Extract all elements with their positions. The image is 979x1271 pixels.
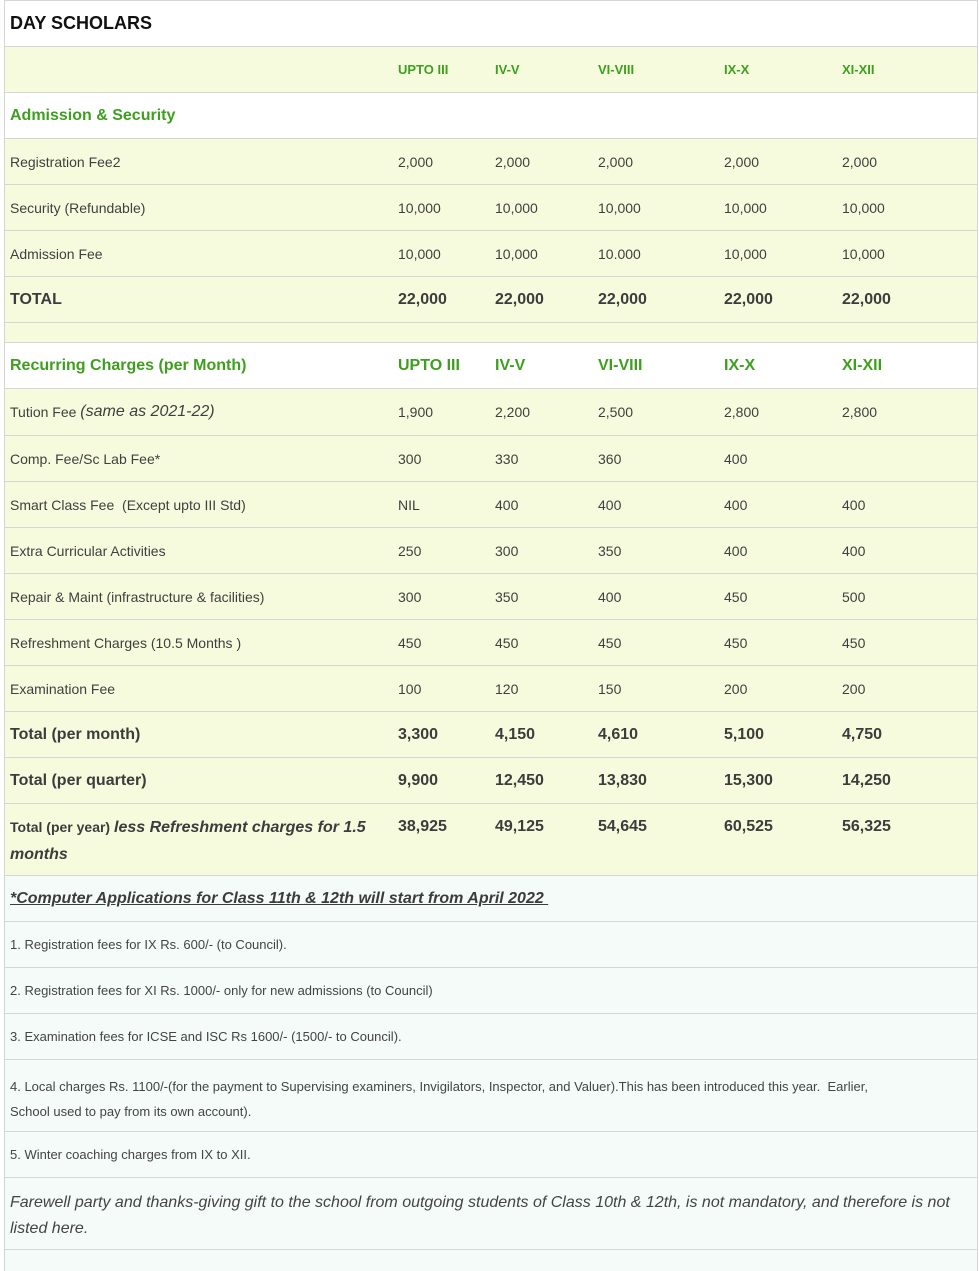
cell-value: 10,000 bbox=[598, 199, 641, 216]
notes-row bbox=[5, 875, 977, 921]
notes-row bbox=[5, 1177, 977, 1249]
table-row bbox=[5, 481, 977, 527]
cell-value: 400 bbox=[842, 496, 866, 513]
row-label: Security (Refundable) bbox=[10, 199, 146, 216]
table-row bbox=[5, 619, 977, 665]
header-xi-xii: XI-XII bbox=[842, 62, 875, 77]
total-value: 4,750 bbox=[842, 725, 883, 743]
total-label: Total (per month) bbox=[10, 725, 141, 743]
table-row bbox=[5, 184, 977, 230]
cell-value: 10,000 bbox=[842, 199, 885, 216]
cell-value: 400 bbox=[598, 496, 622, 513]
cell-value: NIL bbox=[398, 496, 420, 513]
total-value: 60,525 bbox=[724, 818, 773, 835]
cell-value: 2,800 bbox=[842, 404, 878, 420]
cell-value: 330 bbox=[495, 450, 519, 467]
header-iv-v: IV-V bbox=[495, 356, 526, 374]
cell-value: 250 bbox=[398, 542, 422, 559]
cell-value: 350 bbox=[495, 588, 519, 605]
total-value: 5,100 bbox=[724, 725, 765, 743]
total-row bbox=[5, 711, 977, 757]
header-iv-v: IV-V bbox=[495, 62, 520, 77]
spacer-row bbox=[5, 322, 977, 342]
cell-value: 200 bbox=[724, 680, 748, 697]
table-row bbox=[5, 230, 977, 276]
cell-value: 10,000 bbox=[842, 245, 885, 262]
row-label bbox=[10, 389, 385, 435]
cell-value: 2,000 bbox=[842, 153, 878, 170]
cell-value: 120 bbox=[495, 680, 519, 697]
table-row bbox=[5, 527, 977, 573]
cell-value: 2,800 bbox=[724, 404, 760, 420]
total-year-label-b: less Refreshment charges for 1.5 bbox=[114, 819, 366, 836]
total-value: 13,830 bbox=[598, 771, 647, 789]
cell-value: 400 bbox=[724, 542, 748, 559]
cell-value: 200 bbox=[842, 680, 866, 697]
note-3: 3. Examination fees for ICSE and ISC Rs 1600/- (1500/- to Council). bbox=[10, 1029, 402, 1044]
cell-value: 2,000 bbox=[598, 153, 634, 170]
header-ix-x: IX-X bbox=[724, 62, 750, 77]
total-value: 4,150 bbox=[495, 725, 536, 743]
cell-value: 450 bbox=[598, 634, 622, 651]
cell-value: 10,000 bbox=[398, 199, 441, 216]
farewell-line-1: Farewell party and thanks-giving gift to the school from outgoing students of Class 10th & 12th, is not mandatory, and therefore is not bbox=[10, 1194, 950, 1211]
cell-value: 300 bbox=[398, 588, 422, 605]
cell-value: 10,000 bbox=[495, 245, 538, 262]
header-ix-x: IX-X bbox=[724, 356, 756, 374]
table-row bbox=[5, 388, 977, 435]
row-label: Examination Fee bbox=[10, 680, 116, 697]
total-value: 22,000 bbox=[598, 290, 647, 308]
cell-value: 10.000 bbox=[598, 245, 641, 262]
notes-row bbox=[5, 1013, 977, 1059]
tution-note: (same as 2021-22) bbox=[80, 403, 215, 420]
total-value: 3,300 bbox=[398, 725, 439, 743]
total-year-label bbox=[10, 804, 385, 885]
recurring-heading: Recurring Charges (per Month) bbox=[10, 356, 247, 374]
row-label: Refreshment Charges (10.5 Months ) bbox=[10, 634, 242, 651]
page-title: DAY SCHOLARS bbox=[10, 13, 153, 33]
total-row bbox=[5, 803, 977, 875]
cell-value: 1,900 bbox=[398, 404, 434, 420]
note-4-line-2: School used to pay from its own account). bbox=[10, 1104, 252, 1119]
header-vi-viii: VI-VIII bbox=[598, 62, 635, 77]
total-value: 22,000 bbox=[842, 290, 891, 308]
cell-value: 2,000 bbox=[398, 153, 434, 170]
cell-value: 400 bbox=[724, 496, 748, 513]
notes-row bbox=[5, 921, 977, 967]
cell-value: 400 bbox=[842, 542, 866, 559]
row-label: Registration Fee2 bbox=[10, 153, 121, 170]
admission-heading: Admission & Security bbox=[10, 106, 176, 124]
cell-value: 450 bbox=[495, 634, 519, 651]
total-year-label-c: months bbox=[10, 846, 68, 863]
table-row bbox=[5, 573, 977, 619]
total-value: 14,250 bbox=[842, 771, 891, 789]
cell-value: 2,500 bbox=[598, 404, 634, 420]
table-row bbox=[5, 138, 977, 184]
total-year-label-a: Total (per year) bbox=[10, 819, 111, 835]
title-row bbox=[5, 0, 977, 46]
cell-value: 300 bbox=[398, 450, 422, 467]
notes-row bbox=[5, 967, 977, 1013]
table-row bbox=[5, 665, 977, 711]
cell-value bbox=[842, 436, 962, 481]
cell-value: 100 bbox=[398, 680, 422, 697]
total-row bbox=[5, 757, 977, 803]
total-value: 49,125 bbox=[495, 818, 544, 835]
computer-note: *Computer Applications for Class 11th & 12th will start from April 2022 bbox=[10, 889, 549, 907]
note-2: 2. Registration fees for XI Rs. 1000/- only for new admissions (to Council) bbox=[10, 983, 433, 998]
cell-value: 10,000 bbox=[724, 245, 767, 262]
fee-table bbox=[4, 0, 978, 1271]
total-value: 4,610 bbox=[598, 725, 639, 743]
cell-value: 2,000 bbox=[724, 153, 760, 170]
cell-value: 500 bbox=[842, 588, 866, 605]
row-label: Comp. Fee/Sc Lab Fee* bbox=[10, 450, 161, 467]
row-label: Smart Class Fee (Except upto III Std) bbox=[10, 496, 246, 513]
cell-value: 450 bbox=[724, 588, 748, 605]
note-4-line-1: 4. Local charges Rs. 1100/-(for the payment to Supervising examiners, Invigilators, Inspector, and Valuer).This has been introduced this year. Earlier, bbox=[10, 1079, 868, 1094]
cell-value: 300 bbox=[495, 542, 519, 559]
spacer-row bbox=[5, 1249, 977, 1271]
header-upto-iii: UPTO III bbox=[398, 356, 460, 374]
farewell-line-2: listed here. bbox=[10, 1220, 89, 1237]
row-label: Extra Curricular Activities bbox=[10, 542, 166, 559]
cell-value: 10,000 bbox=[724, 199, 767, 216]
note-1: 1. Registration fees for IX Rs. 600/- (to Council). bbox=[10, 937, 287, 952]
total-value: 15,300 bbox=[724, 771, 773, 789]
cell-value: 10,000 bbox=[398, 245, 441, 262]
total-value: 9,900 bbox=[398, 771, 439, 789]
cell-value: 450 bbox=[842, 634, 866, 651]
total-value: 38,925 bbox=[398, 818, 447, 835]
cell-value: 150 bbox=[598, 680, 622, 697]
total-value: 12,450 bbox=[495, 771, 544, 789]
total-value: 54,645 bbox=[598, 818, 647, 835]
admission-heading-row bbox=[5, 92, 977, 138]
cell-value: 400 bbox=[724, 450, 748, 467]
cell-value: 2,200 bbox=[495, 404, 531, 420]
cell-value: 2,000 bbox=[495, 153, 531, 170]
note-5: 5. Winter coaching charges from IX to XII. bbox=[10, 1147, 251, 1162]
total-label: Total (per quarter) bbox=[10, 771, 147, 789]
cell-value: 400 bbox=[598, 588, 622, 605]
notes-row bbox=[5, 1131, 977, 1177]
cell-value: 10,000 bbox=[495, 199, 538, 216]
total-value: 22,000 bbox=[495, 290, 544, 308]
total-value: 56,325 bbox=[842, 818, 891, 835]
notes-row bbox=[5, 1059, 977, 1131]
total-value: 22,000 bbox=[398, 290, 447, 308]
recurring-heading-row bbox=[5, 342, 977, 388]
class-header-row bbox=[5, 46, 977, 92]
total-row bbox=[5, 276, 977, 322]
cell-value: 400 bbox=[495, 496, 519, 513]
cell-value: 360 bbox=[598, 450, 622, 467]
cell-value: 450 bbox=[724, 634, 748, 651]
table-row bbox=[5, 435, 977, 481]
row-label: Repair & Maint (infrastructure & facilities) bbox=[10, 588, 265, 605]
header-xi-xii: XI-XII bbox=[842, 356, 883, 374]
total-label: TOTAL bbox=[10, 290, 62, 308]
row-label: Admission Fee bbox=[10, 245, 103, 262]
header-upto-iii: UPTO III bbox=[398, 62, 449, 77]
cell-value: 450 bbox=[398, 634, 422, 651]
header-vi-viii: VI-VIII bbox=[598, 356, 643, 374]
cell-value: 350 bbox=[598, 542, 622, 559]
tution-label: Tution Fee bbox=[10, 404, 77, 420]
total-value: 22,000 bbox=[724, 290, 773, 308]
